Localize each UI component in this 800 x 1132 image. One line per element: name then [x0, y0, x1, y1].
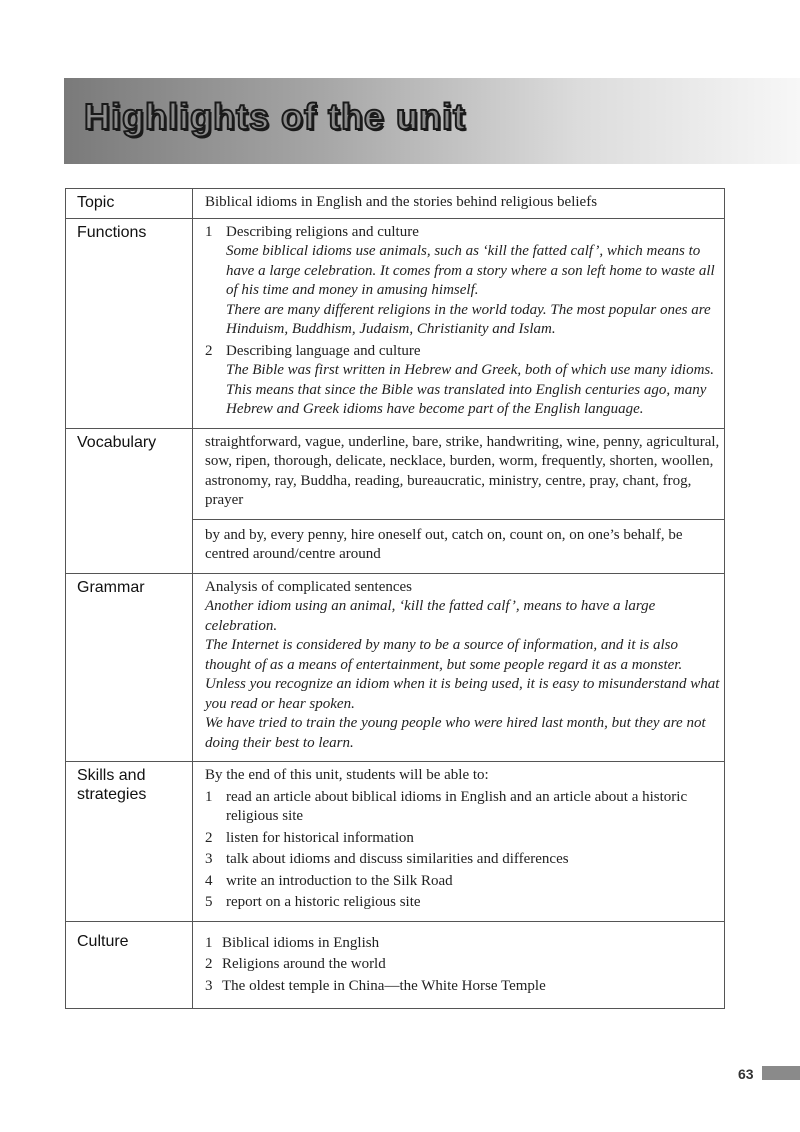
skill-item-number: 1 — [205, 788, 213, 805]
vocabulary-row — [66, 428, 725, 573]
skill-item-text: listen for historical information — [226, 829, 414, 846]
skill-item-number: 4 — [205, 872, 213, 889]
grammar-row — [66, 573, 725, 762]
grammar-title: Analysis of complicated sentences — [205, 578, 413, 595]
functions-row — [66, 218, 725, 428]
function-item — [205, 342, 720, 362]
skill-item-text: read an article about biblical idioms in English and an article about a historic religious site — [226, 788, 688, 824]
function-item-number: 2 — [205, 342, 213, 359]
culture-item-text: The oldest temple in China—the White Horse Temple — [222, 977, 546, 994]
culture-item-number: 3 — [205, 977, 213, 994]
culture-item-number: 2 — [205, 956, 213, 972]
grammar-example: Another idiom using an animal, ‘kill the fatted calf’, means to have a large celebration. — [205, 598, 656, 634]
skills-intro: By the end of this unit, students will be able to: — [205, 767, 489, 783]
skill-item-number: 3 — [205, 851, 213, 867]
skill-item-text: write an introduction to the Silk Road — [226, 872, 453, 889]
function-item-number: 1 — [205, 223, 213, 240]
grammar-example: The Internet is considered by many to be a source of information, and it is also thought of as a means of entertainment, but some people regard it as a monster. — [205, 637, 683, 673]
culture-row — [66, 921, 725, 1009]
function-item-title: Describing religions and culture — [226, 223, 419, 240]
grammar-label: Grammar — [66, 573, 193, 762]
skill-item — [205, 850, 720, 870]
culture-item — [205, 977, 720, 997]
skill-item — [205, 788, 720, 827]
topic-content: Biblical idioms in English and the stories behind religious beliefs — [193, 189, 725, 219]
skills-content — [193, 762, 725, 922]
culture-content — [193, 921, 725, 1009]
banner-title: Highlights of the unit — [84, 96, 466, 137]
functions-label: Functions — [66, 218, 193, 428]
skill-item — [205, 829, 720, 849]
functions-content — [193, 218, 725, 428]
skill-item — [205, 893, 720, 913]
vocabulary-words: straightforward, vague, underline, bare, strike, handwriting, wine, penny, agricultural, sow, ripen, thorough, delicate, necklace, burden, worm, frequently, shorten, woollen, astronomy, ray, Buddha, reading, bureaucratic, ministry, centre, pray, chant, frog, prayer — [205, 433, 720, 508]
culture-label: Culture — [66, 921, 193, 1009]
culture-item-text: Religions around the world — [222, 956, 386, 972]
skill-item-number: 5 — [205, 894, 213, 910]
vocabulary-content — [193, 428, 725, 573]
unit-banner — [64, 78, 800, 164]
topic-row — [66, 189, 725, 219]
vocabulary-label: Vocabulary — [66, 428, 193, 573]
topic-label: Topic — [66, 189, 193, 219]
skills-label: Skills and strategies — [66, 762, 193, 922]
culture-item — [205, 934, 720, 954]
culture-item — [205, 955, 720, 975]
skill-item-text: talk about idioms and discuss similarities and differences — [226, 851, 569, 867]
culture-item-number: 1 — [205, 934, 213, 951]
skill-item — [205, 872, 720, 892]
grammar-example: We have tried to train the young people who were hired last month, but they are not doing their best to learn. — [205, 715, 706, 751]
skills-row — [66, 762, 725, 922]
culture-item-text: Biblical idioms in English — [222, 934, 380, 951]
function-example: There are many different religions in the world today. The most popular ones are Hinduism, Buddhism, Judaism, Christianity and Islam. — [226, 301, 711, 337]
grammar-example: Unless you recognize an idiom when it is being used, it is easy to misunderstand what you read or hear spoken. — [205, 676, 720, 712]
skill-item-text: report on a historic religious site — [226, 894, 421, 910]
highlights-table — [65, 188, 725, 1009]
page-number: 63 — [738, 1066, 754, 1082]
function-example: The Bible was first written in Hebrew and Greek, both of which use many idioms. This means that since the Bible was translated into English centuries ago, many Hebrew and Greek idioms have become part of the English language. — [226, 362, 715, 417]
function-item — [205, 223, 720, 243]
skill-item-number: 2 — [205, 829, 213, 846]
page-number-bar — [762, 1066, 800, 1080]
grammar-content — [193, 573, 725, 762]
vocabulary-phrases: by and by, every penny, hire oneself out, catch on, count on, on one’s behalf, be centred around/centre around — [193, 519, 724, 565]
function-item-title: Describing language and culture — [226, 342, 421, 359]
function-example: Some biblical idioms use animals, such as ‘kill the fatted calf’, which means to have a large celebration. It comes from a story where a son left home to waste all of his time and money in amusing himself. — [226, 243, 715, 298]
